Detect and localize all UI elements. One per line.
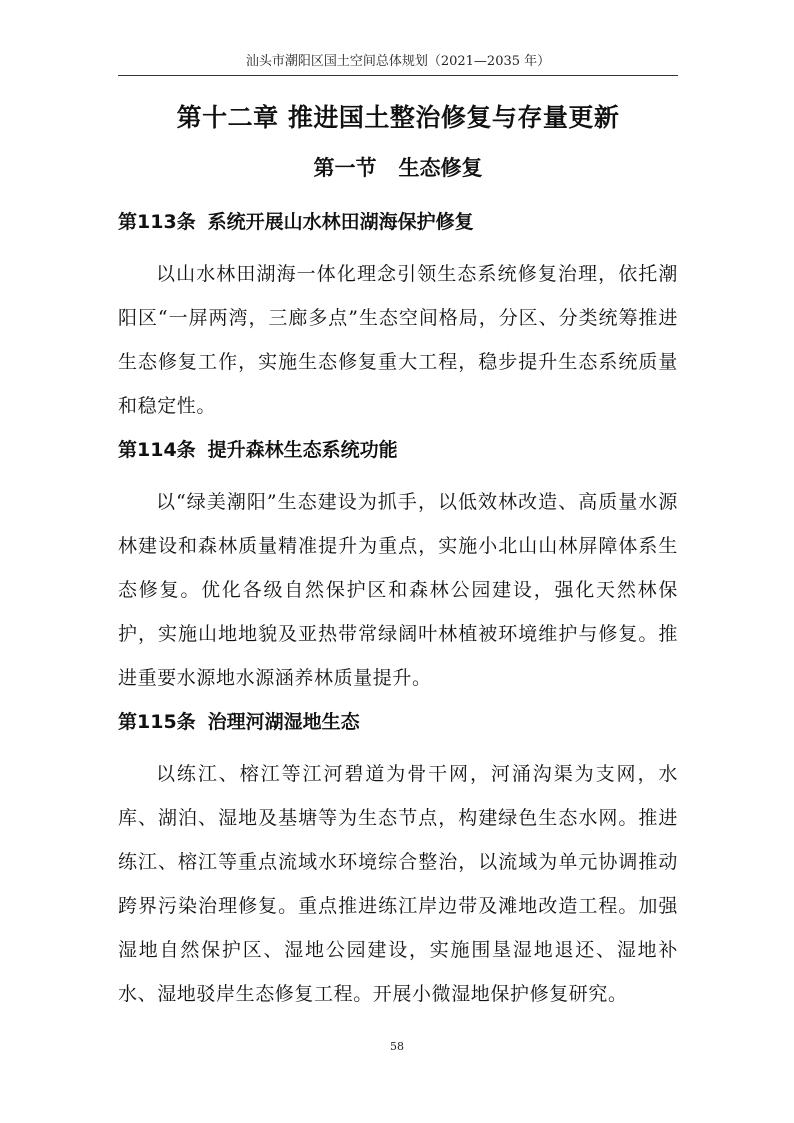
page-number: 58	[390, 1040, 404, 1053]
article-body: 以“绿美潮阳”生态建设为抓手，以低效林改造、高质量水源林建设和森林质量精准提升为重点，实施小北山山林屏障体系生态修复。优化各级自然保护区和森林公园建设，强化天然林保护，实施山地地貌及亚热带常绿阔叶林植被环境维护与修复。推进重要水源地水源涵养林质量提升。	[118, 491, 678, 689]
article-number: 第114条	[118, 439, 196, 461]
header-divider	[118, 75, 678, 76]
article-title: 提升森林生态系统功能	[207, 439, 398, 461]
running-header: 汕头市潮阳区国土空间总体规划（2021—2035 年）	[245, 54, 551, 69]
article-number: 第113条	[118, 211, 196, 233]
article-heading	[118, 707, 678, 737]
section-name: 生态修复	[398, 156, 483, 180]
chapter-title: 第十二章 推进国土整治修复与存量更新	[176, 103, 620, 132]
article-number: 第115条	[118, 711, 196, 733]
article-title: 系统开展山水林田湖海保护修复	[207, 211, 474, 233]
section-number: 第一节	[313, 156, 377, 180]
article-heading	[118, 435, 678, 465]
article-body: 以练江、榕江等江河碧道为骨干网，河涌沟渠为支网，水库、湖泊、湿地及基塘等为生态节点，构建绿色生态水网。推进练江、榕江等重点流域水环境综合整治，以流域为单元协调推动跨界污染治理修复。重点推进练江岸边带及滩地改造工程。加强湿地自然保护区、湿地公园建设，实施围垦湿地退还、湿地补水、湿地驳岸生态修复工程。开展小微湿地保护修复研究。	[118, 763, 678, 1005]
article-heading	[118, 207, 678, 237]
article-title: 治理河湖湿地生态	[207, 711, 360, 733]
article-body: 以山水林田湖海一体化理念引领生态系统修复治理，依托潮阳区“一屏两湾，三廊多点”生态空间格局，分区、分类统筹推进生态修复工作，实施生态修复重大工程，稳步提升生态系统质量和稳定性。	[118, 263, 678, 417]
section-title	[118, 152, 678, 184]
